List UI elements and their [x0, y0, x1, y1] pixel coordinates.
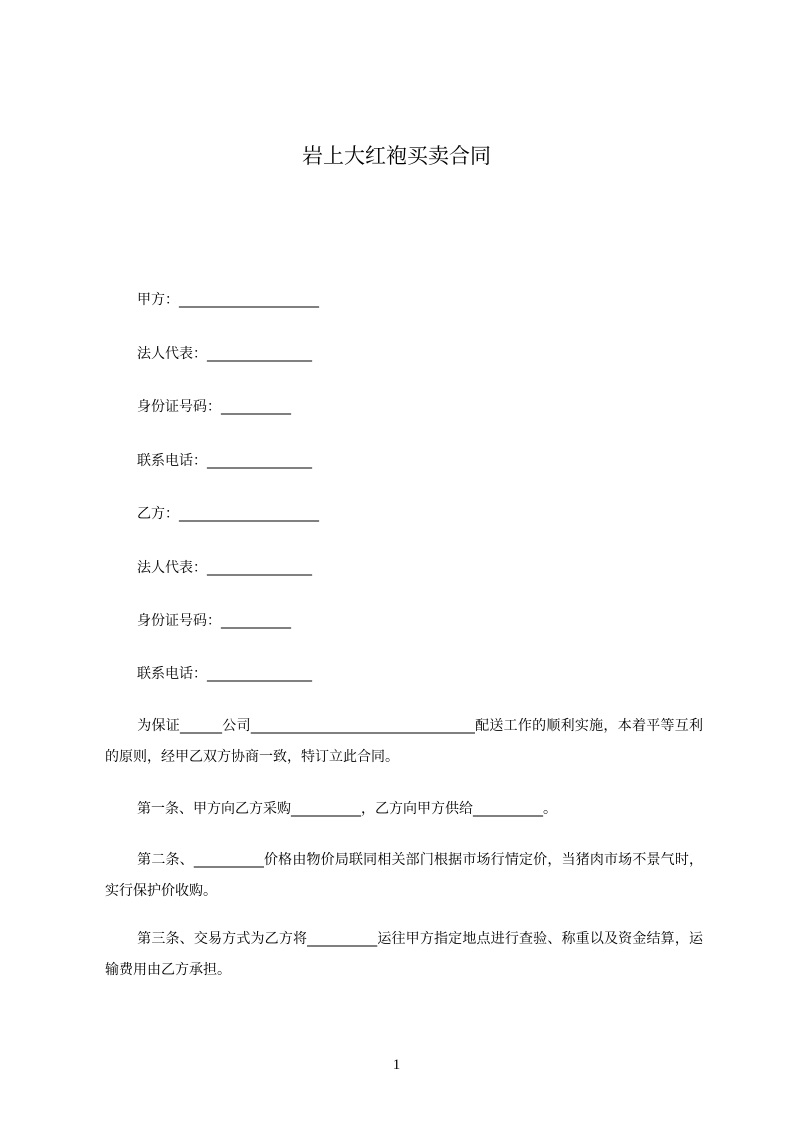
article-1: 第一条、甲方向乙方采购__________，乙方向甲方供给__________。: [137, 801, 557, 817]
article-2-text: 第二条、__________价格由物价局联同相关部门根据市场行情定价，当猪肉市场不景气时，实行保护价收购。: [105, 852, 703, 899]
party-b-phone: 联系电话：_______________: [137, 666, 312, 682]
party-b-id-number: 身份证号码：__________: [137, 613, 291, 629]
document-title: 岩上大红袍买卖合同: [302, 144, 491, 168]
article-3-paragraph: [105, 924, 703, 986]
party-b-legal-rep: 法人代表：_______________: [137, 560, 312, 576]
article-3-text: 第三条、交易方式为乙方将__________运往甲方指定地点进行查验、称重以及资金结算，运输费用由乙方承担。: [105, 931, 703, 978]
article-2-paragraph: [105, 845, 703, 907]
page-number: 1: [392, 1057, 401, 1073]
party-a-phone: 联系电话：_______________: [137, 453, 312, 469]
party-b-label: 乙方：____________________: [137, 506, 319, 522]
party-a-id-number: 身份证号码：__________: [137, 399, 291, 415]
party-a-label: 甲方：____________________: [137, 292, 319, 308]
preamble-paragraph: [105, 711, 703, 773]
party-a-legal-rep: 法人代表：_______________: [137, 346, 312, 362]
preamble-text: 为保证______公司________________________________配送工作的顺利实施，本着平等互利的原则，经甲乙双方协商一致，特订立此合同。: [105, 718, 703, 765]
